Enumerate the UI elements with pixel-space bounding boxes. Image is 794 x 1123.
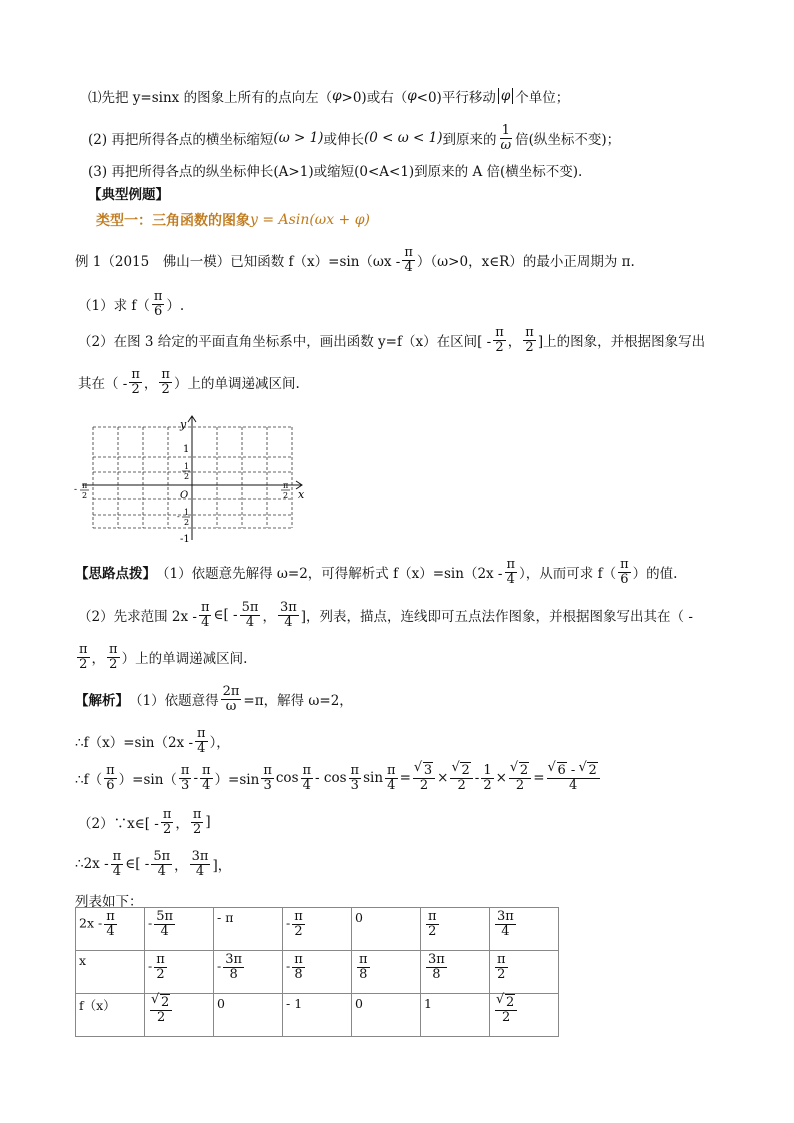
tick-half-num: 1: [184, 462, 190, 471]
frac-pi-4: [505, 558, 518, 586]
frac-3pi-4: [495, 910, 516, 938]
frac-den: 4: [195, 863, 205, 879]
solution-s3-b: ）=sin（: [118, 772, 177, 789]
frac-pi-2: [107, 643, 120, 671]
values-table: [75, 907, 559, 1037]
frac-pi-4: [195, 727, 208, 755]
frac-den: 2: [457, 777, 466, 793]
frac-pi-3: [261, 764, 274, 792]
radicand: 3: [423, 763, 433, 778]
frac-num: π: [428, 909, 437, 924]
table-cell: [352, 951, 421, 994]
frac-num: π: [156, 952, 165, 967]
frac-den: 8: [359, 966, 368, 982]
fraction-1-over-omega: [498, 124, 513, 152]
note-step1-text-b: >0)或右（: [341, 90, 408, 106]
cell-value: 1: [424, 996, 432, 1011]
frac-5pi-4: [240, 601, 261, 629]
hint-l2-d: ]，列表，描点，连线即可五点法作图象，并根据图象写出其在（ -: [300, 609, 693, 626]
frac-num: π: [197, 726, 206, 741]
frac-pi-8: [357, 953, 370, 981]
table-cell: [283, 908, 352, 951]
frac-5pi-4: [151, 850, 172, 878]
q2-line1-a: （2）在图 3 给定的平面直角坐标系中，画出函数 y=f（x）在区间[ -: [78, 334, 492, 351]
example1-q2-line1: [78, 326, 705, 354]
frac-sqrt6-sqrt2-4: [547, 764, 600, 792]
frac-den: 2: [525, 339, 534, 355]
frac-num: π: [294, 952, 303, 967]
coordinate-grid-figure: [70, 412, 320, 552]
frac-num: π: [359, 952, 368, 967]
sqrt: [415, 763, 433, 778]
table-cell: [490, 994, 559, 1037]
tick-label-m1: -1: [180, 534, 190, 545]
table-cell: [76, 951, 145, 994]
cell-sign: -: [286, 958, 291, 974]
tick-mhalf-num: 1: [184, 508, 190, 517]
frac-pi-4: [301, 764, 314, 792]
frac-num: 3π: [225, 952, 243, 967]
frac-den: 4: [284, 614, 293, 630]
x-left-sign: -: [74, 485, 78, 495]
radicand: 2: [506, 995, 515, 1010]
example1-intro-a: 例 1（2015 佛山一模）已知函数 f（x）=sin（ωx -: [75, 254, 401, 271]
note-step2-text-a: (2) 再把所得各点的横坐标缩短: [88, 132, 274, 149]
example1-q2-line2: [78, 368, 300, 396]
cell-sign: -: [217, 958, 222, 974]
sqrt: [452, 763, 470, 778]
sqrt: [497, 995, 515, 1010]
sqrt: [511, 763, 529, 778]
frac-den: 3: [350, 777, 359, 793]
solution-s4-b: ，: [175, 816, 189, 833]
example1-q1: [78, 290, 184, 318]
frac-den: 6: [106, 777, 115, 793]
hint-l3-b: ）上的单调递减区间.: [121, 651, 248, 668]
table-cell: [214, 951, 283, 994]
frac-sqrt3-2: [413, 764, 435, 792]
frac-pi-2: [493, 326, 506, 354]
frac-num: π: [497, 952, 506, 967]
solution-label: 【解析】: [75, 693, 129, 710]
cell-sign: -: [286, 915, 291, 931]
frac-den: 2: [428, 923, 437, 939]
frac-den: 8: [432, 966, 441, 982]
frac-sqrt2-2: [450, 764, 472, 792]
frac-3pi-8: [426, 953, 447, 981]
frac-num: π: [192, 807, 202, 822]
frac-sqrt2-2: [495, 996, 517, 1024]
frac-3pi-8: [223, 953, 244, 981]
example1-intro-b: ）（ω>0，x∈R）的最小正周期为 π.: [416, 254, 635, 271]
solution-line4: [78, 808, 211, 836]
frac-num: 1: [483, 763, 492, 778]
frac-pi-2: [129, 368, 142, 396]
frac-pi-2: [161, 808, 174, 836]
table-cell: [352, 908, 421, 951]
frac-num: π: [495, 325, 504, 340]
frac-num: π: [112, 849, 122, 864]
tick-label-1: 1: [183, 444, 190, 455]
solution-line5: [75, 850, 231, 878]
frac-den: 2: [502, 1009, 511, 1025]
frac-den: 2: [497, 966, 506, 982]
frac-num: [413, 764, 435, 779]
solution-s3-i: ×: [437, 770, 449, 787]
frac-den: 2: [109, 656, 118, 672]
x-left-den: 2: [82, 491, 88, 500]
frac-pi-2: [426, 910, 439, 938]
table-cell: [421, 908, 490, 951]
frac-den: 4: [501, 923, 510, 939]
table-row: [76, 908, 559, 951]
frac-num: 3π: [279, 600, 297, 615]
frac-pi-2: [495, 953, 508, 981]
phi-symbol-2: φ: [407, 88, 417, 104]
frac-pi-3: [179, 764, 192, 792]
solution-s3-h: =: [399, 770, 411, 787]
solution-s3-l: =: [533, 770, 545, 787]
frac-num: 3π: [497, 909, 514, 924]
hint-l3-a: ，: [91, 651, 106, 668]
x-right-den: 2: [283, 491, 289, 500]
q1-text-b: ）.: [166, 298, 185, 315]
x-left-num: π: [82, 481, 88, 490]
table-cell: [421, 994, 490, 1037]
frac-pi-2: [523, 326, 536, 354]
solution-s1-b: =π，解得 ω=2，: [243, 693, 353, 710]
radicand: 2: [161, 995, 170, 1010]
frac-pi-4: [200, 764, 213, 792]
hint-l2-c: ，: [262, 609, 276, 626]
frac-den: 2: [156, 966, 165, 982]
frac-sqrt2-2: [150, 996, 172, 1024]
hint-l2-b: ∈[ -: [213, 607, 238, 624]
frac-num: [509, 764, 531, 779]
hint-line1: [75, 558, 677, 586]
frac-den: 4: [245, 614, 255, 630]
frac-num: π: [161, 367, 170, 382]
frac-den: 2: [193, 821, 202, 837]
frac-pi-6: [104, 764, 117, 792]
frac-den: 4: [302, 777, 311, 793]
type-title: [96, 210, 370, 230]
frac-3pi-4: [190, 850, 211, 878]
cell-sign: -: [148, 958, 153, 974]
frac-num: 2π: [222, 684, 240, 699]
frac-sqrt2-2: [509, 764, 531, 792]
note-step3: [88, 160, 582, 180]
table-row: [76, 951, 559, 994]
note-step1-text-c: <0)平行移动: [416, 90, 496, 106]
frac-den: 4: [387, 777, 396, 793]
frac-den: 4: [404, 259, 413, 275]
frac-pi-3: [349, 764, 362, 792]
frac-den: 4: [106, 923, 115, 939]
note-step3-text: (3) 再把所得各点的纵坐标伸长(A>1)或缩短(0<A<1)到原来的 A 倍(横坐标不变).: [88, 164, 583, 180]
frac-num: π: [387, 763, 396, 778]
hint-l1-a: （1）依题意先解得 ω=2，可得解析式 f（x）=sin（2x -: [156, 566, 503, 583]
note-step1-text-d: 个单位；: [515, 90, 570, 106]
frac-den: 3: [263, 777, 272, 793]
table-cell: [283, 951, 352, 994]
note-step2: [88, 124, 620, 152]
frac-den: 2: [79, 656, 88, 672]
table-cell: [283, 994, 352, 1037]
solution-s5-c: ，: [174, 858, 188, 875]
solution-s5-a: ∴2x -: [75, 856, 109, 873]
frac-num: π: [79, 642, 88, 657]
frac-num: π: [162, 807, 172, 822]
frac-den: ω: [225, 698, 237, 714]
frac-pi-6: [152, 290, 165, 318]
frac-pi-2: [159, 368, 172, 396]
frac-5pi-4: [154, 910, 175, 938]
frac-pi-2: [77, 643, 90, 671]
abs-phi: φ: [498, 88, 513, 104]
frac-num: 5π: [156, 909, 174, 924]
frac-num: π: [302, 763, 312, 778]
frac-pi-8: [292, 953, 305, 981]
frac-den: 4: [157, 863, 166, 879]
solution-s2-a: ∴f（x）=sin（2x -: [75, 735, 194, 752]
hint-l1-b: ），从而可求 f（: [519, 566, 617, 583]
table-cell: [214, 908, 283, 951]
frac-den: 4: [112, 863, 122, 879]
q2-line1-c: ]上的图象，并根据图象写出: [537, 334, 706, 351]
table-cell: [421, 951, 490, 994]
q2-line2-a: 其在（ -: [78, 376, 128, 393]
frac-pi-4: [199, 601, 212, 629]
frac-pi-4: [385, 764, 398, 792]
frac-num: [495, 996, 517, 1011]
solution-s5-b: ∈[ -: [125, 856, 150, 873]
cell-value: - π: [217, 910, 234, 925]
radicand: 2: [588, 763, 597, 778]
q2-line2-b: ，: [143, 376, 158, 393]
q2-line1-b: ，: [507, 334, 522, 351]
heading-typical-examples: 【典型例题】: [88, 187, 169, 203]
frac-num: π: [350, 763, 360, 778]
note-step1-text-a: ⑴先把 y=sinx 的图象上所有的点向左（: [88, 90, 333, 106]
radicand: 2: [461, 763, 470, 778]
frac-den: 4: [197, 740, 206, 756]
hint-l2-a: （2）先求范围 2x -: [78, 609, 197, 626]
frac-num: 3π: [428, 952, 445, 967]
tick-half-den: 2: [184, 472, 190, 481]
table-cell: [145, 994, 214, 1037]
frac-den: ω: [500, 137, 512, 153]
frac-den: 4: [201, 614, 210, 630]
cell-value: 0: [355, 996, 363, 1011]
example1-intro: [75, 246, 635, 274]
x-axis-label: x: [298, 488, 305, 501]
frac-den: 2: [515, 777, 525, 793]
radicand: 6: [557, 763, 566, 778]
cell-value: - 1: [286, 996, 303, 1011]
frac-den: 4: [506, 571, 515, 587]
sqrt: [152, 995, 170, 1010]
frac-num: π: [109, 642, 118, 657]
row-header-2x: 2x -: [79, 915, 103, 931]
hint-line3: [75, 643, 247, 671]
frac-num: √ 6 - √ 2: [547, 764, 600, 779]
frac-num: π: [620, 557, 629, 572]
frac-den: 6: [154, 303, 163, 319]
frac-pi-4: [104, 910, 117, 938]
note-step2-cond1: (ω > 1): [273, 130, 324, 147]
frac-den: 4: [160, 923, 169, 939]
frac-pi-2: [292, 910, 305, 938]
frac-num: π: [525, 325, 534, 340]
frac-num: π: [202, 763, 211, 778]
type-title-formula: y = Asin(ωx + φ): [250, 212, 370, 228]
sqrt: [579, 763, 597, 778]
frac-1-2: [481, 764, 493, 792]
frac-den: 8: [229, 966, 238, 982]
solution-s3-e: cos: [275, 770, 299, 787]
frac-den: 2: [157, 1009, 166, 1025]
frac-den: 8: [294, 966, 303, 982]
hint-l1-c: ）的值.: [632, 566, 678, 583]
tick-mhalf-sign: -: [177, 512, 180, 521]
frac-3pi-4: [278, 601, 299, 629]
frac-num: π: [294, 909, 303, 924]
solution-s3-g: sin: [363, 770, 384, 787]
frac-num: [450, 764, 472, 779]
frac-num: 3π: [191, 849, 209, 864]
table-cell: [490, 908, 559, 951]
row-header-x: x: [79, 953, 87, 968]
note-step2-text-c: 到原来的: [442, 132, 497, 149]
solution-s4-a: （2）∵x∈[ -: [78, 816, 159, 833]
frac-num: 1: [501, 123, 510, 138]
frac-den: 2: [419, 777, 429, 793]
frac-den: 4: [568, 777, 578, 793]
solution-line1: [75, 685, 353, 713]
table-cell: [145, 951, 214, 994]
frac-pi-4: [402, 246, 415, 274]
solution-s3-a: ∴f（: [75, 772, 103, 789]
frac-num: π: [131, 367, 140, 382]
frac-num: π: [106, 909, 115, 924]
solution-s3-f: - cos: [315, 770, 347, 787]
type-title-text: 类型一：三角函数的图象: [96, 213, 250, 229]
cell-value: 0: [217, 996, 225, 1011]
solution-s3-k: ×: [495, 770, 507, 787]
origin-label: O: [180, 490, 189, 501]
frac-pi-2: [154, 953, 167, 981]
sqrt: [549, 763, 567, 778]
cell-sign: -: [148, 915, 153, 931]
phi-symbol: φ: [332, 88, 342, 104]
solution-s1-a: （1）依题意得: [129, 693, 219, 710]
frac-num: π: [404, 245, 413, 260]
table-intro: 列表如下：: [75, 894, 143, 910]
frac-pi-2: [191, 808, 204, 836]
frac-den: 2: [162, 821, 172, 837]
note-step2-cond2: (0 < ω < 1): [363, 130, 443, 147]
frac-num: π: [506, 557, 516, 572]
table-cell: [76, 908, 145, 951]
solution-line3: [75, 764, 602, 792]
solution-line2: [75, 727, 230, 755]
row-header-fx: f（x）: [79, 998, 116, 1013]
frac-den: 2: [495, 339, 504, 355]
frac-num: π: [153, 289, 163, 304]
cell-value: 0: [355, 910, 363, 925]
frac-num: 5π: [241, 600, 259, 615]
frac-num: 5π: [153, 849, 171, 864]
table-cell: [214, 994, 283, 1037]
y-axis-label: y: [180, 418, 187, 431]
frac-den: 3: [181, 777, 190, 793]
solution-s3-d: ）=sin: [214, 772, 260, 789]
frac-den: 2: [131, 381, 140, 397]
radicand: 2: [519, 763, 529, 778]
table-row: [76, 994, 559, 1037]
x-right-num: π: [283, 481, 289, 490]
frac-den: 2: [483, 777, 492, 793]
frac-2pi-omega: [221, 685, 242, 713]
frac-den: 4: [202, 777, 211, 793]
solution-s3-j: -: [474, 770, 480, 787]
frac-pi-6: [618, 558, 631, 586]
hint-line2: [78, 601, 693, 629]
note-step1: [88, 86, 569, 106]
table-cell: [76, 994, 145, 1037]
note-step2-text-b: 或伸长: [323, 132, 364, 149]
table-cell: [352, 994, 421, 1037]
frac-num: [150, 996, 172, 1011]
note-step2-text-d: 倍(纵坐标不变)；: [515, 132, 621, 149]
frac-den: 6: [620, 571, 629, 587]
frac-den: 2: [161, 381, 170, 397]
frac-pi-4: [111, 850, 124, 878]
frac-num: π: [263, 763, 272, 778]
table-cell: [490, 951, 559, 994]
q2-line2-c: ）上的单调递减区间.: [173, 376, 300, 393]
frac-num: π: [200, 600, 210, 615]
solution-s4-c: ]: [205, 814, 211, 831]
frac-den: 2: [294, 923, 303, 939]
q1-text-a: （1）求 f（: [78, 298, 150, 315]
frac-num: π: [106, 763, 115, 778]
solution-s5-d: ]，: [212, 858, 232, 875]
solution-s3-c: -: [193, 770, 199, 787]
frac-num: π: [180, 763, 190, 778]
hint-label: 【思路点拨】: [75, 566, 156, 583]
solution-s2-b: ），: [209, 735, 230, 752]
table-cell: [145, 908, 214, 951]
tick-mhalf-den: 2: [184, 518, 190, 527]
